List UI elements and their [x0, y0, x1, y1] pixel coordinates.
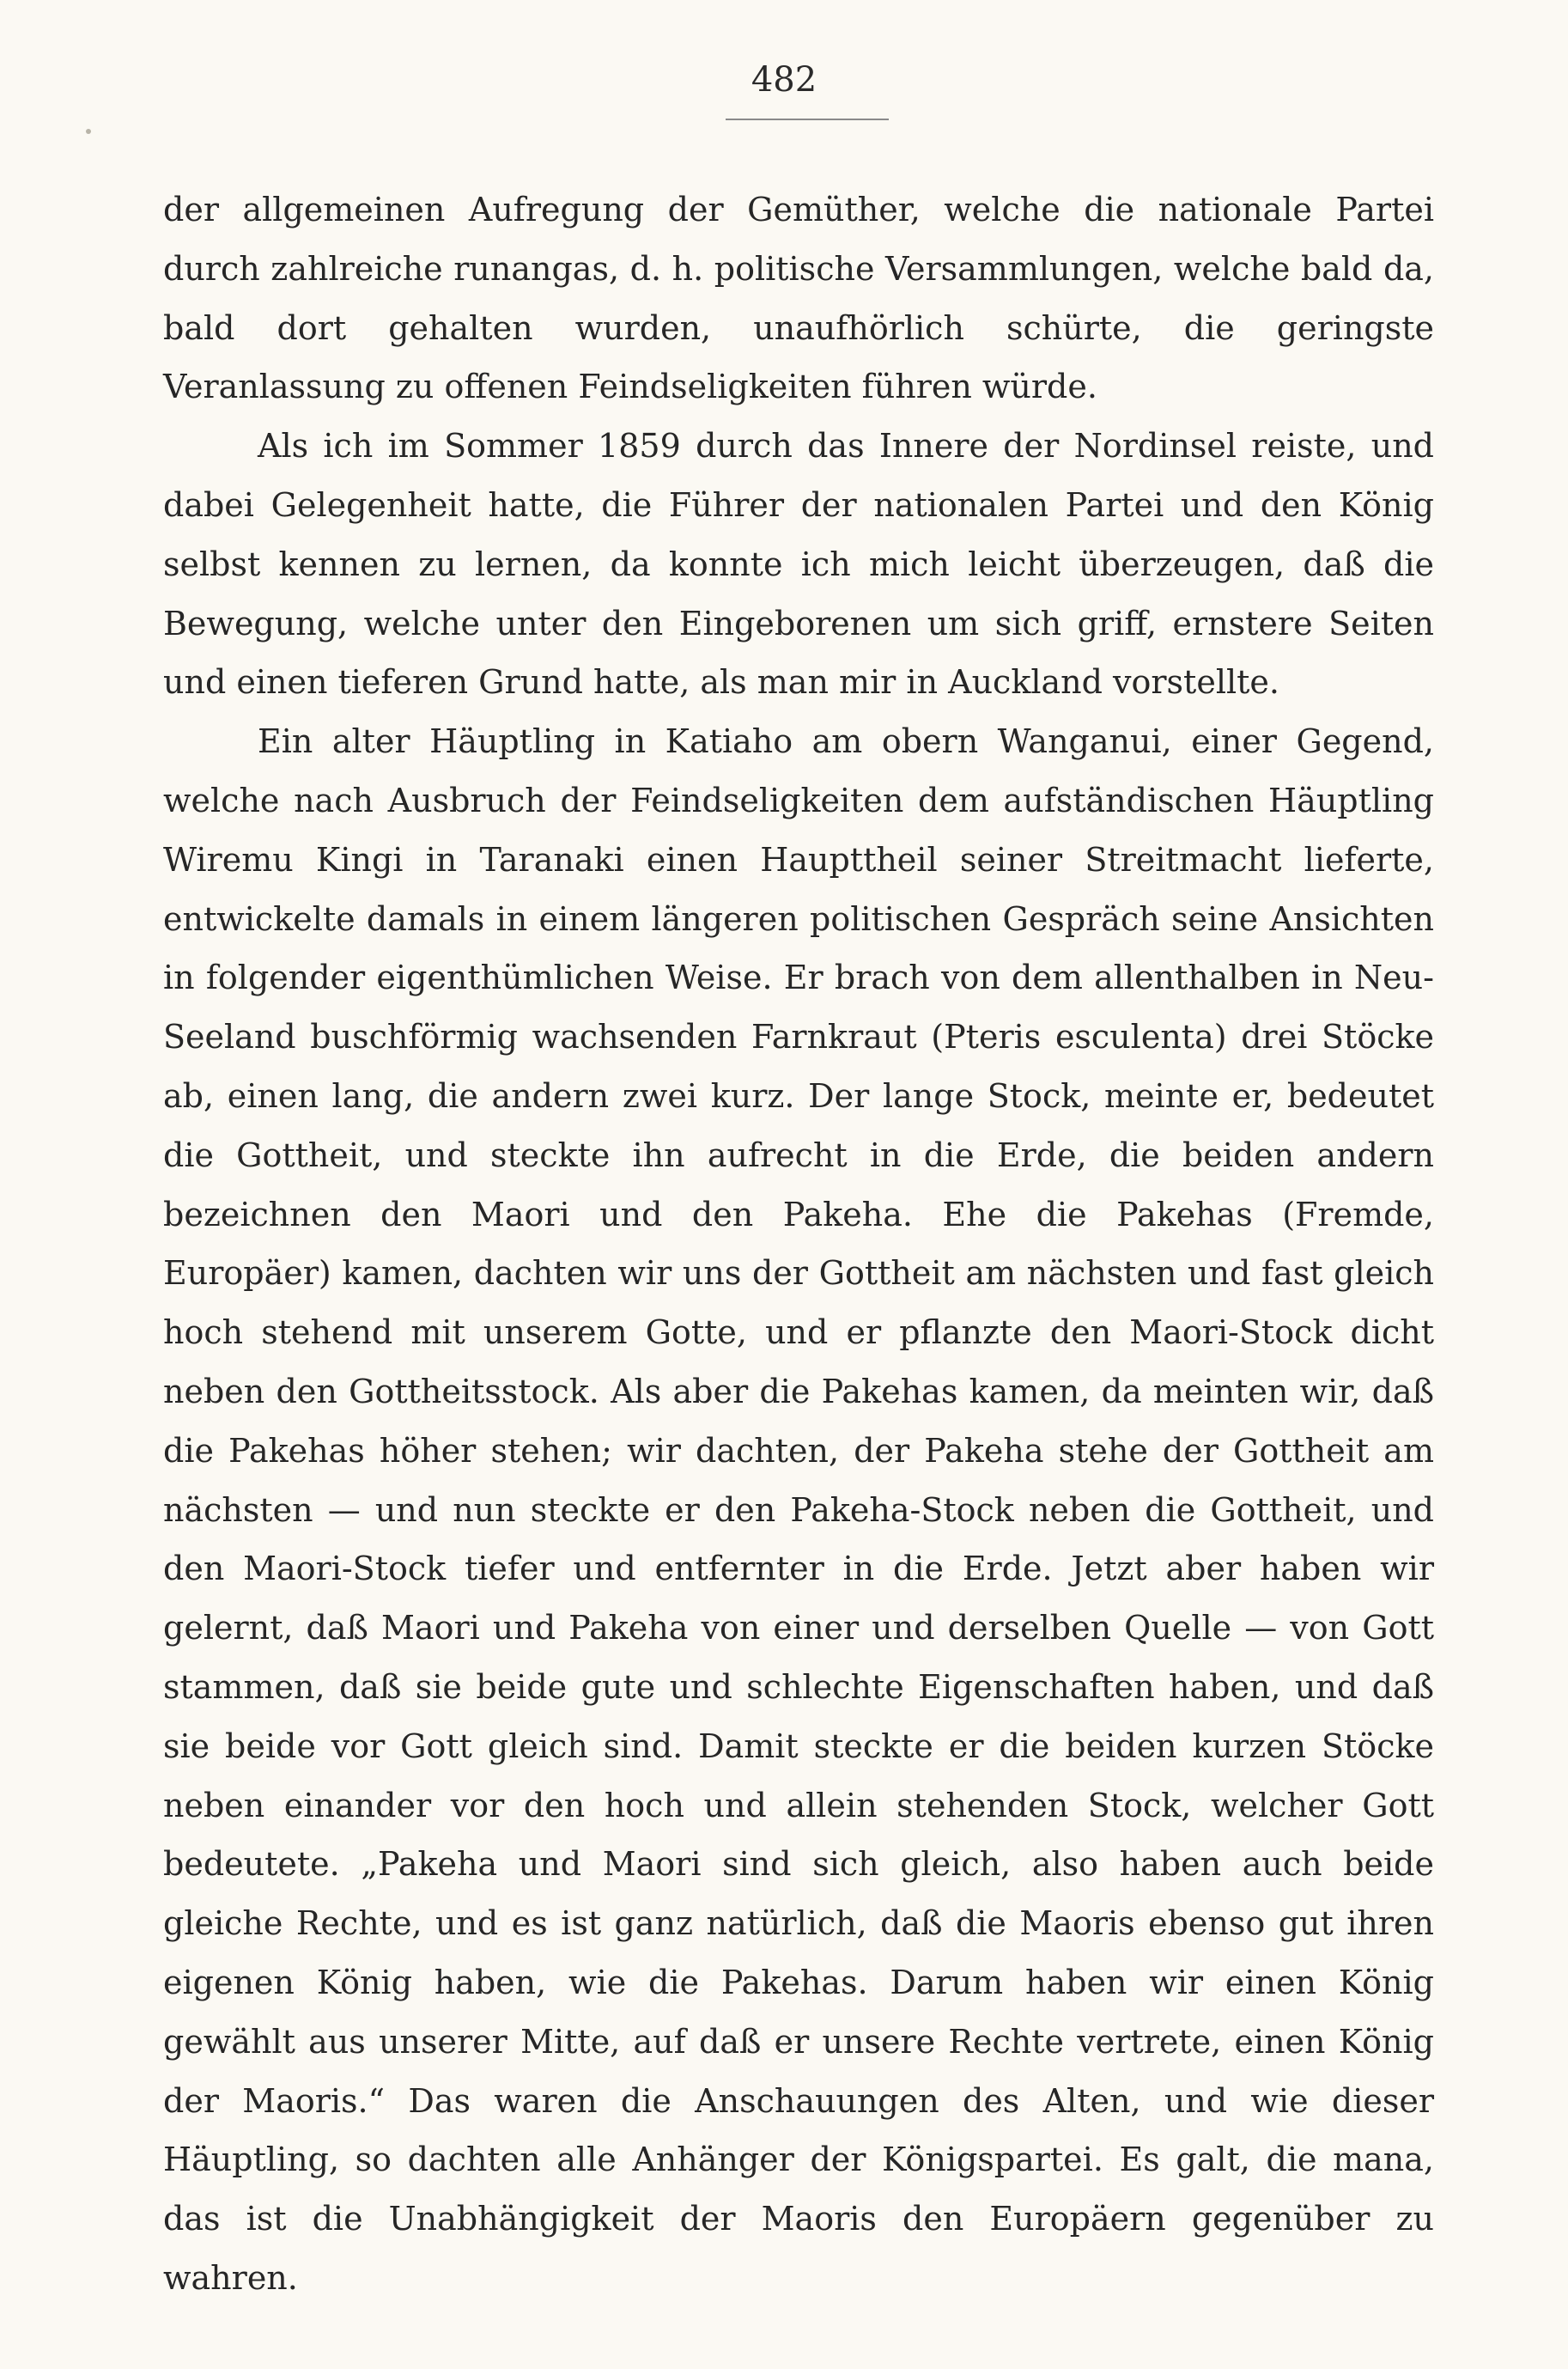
- paragraph-1: der allgemeinen Aufregung der Gemüther, welche die nationale Partei durch zahlreiche runangas, d. h. politische Versammlungen, welche bald da, bald dort gehalten wurden, unaufhörlich schürte, die geringste Veranlassung zu offenen Feindseligkeiten führen würde.: [163, 191, 1434, 406]
- page-number: 482: [751, 60, 817, 100]
- body-text: [163, 180, 1434, 2308]
- paper-speck: [86, 129, 91, 134]
- header-rule: [726, 119, 889, 120]
- paragraph-3: Ein alter Häuptling in Katiaho am obern Wanganui, einer Gegend, welche nach Ausbruch der Feindseligkeiten dem aufständischen Häuptling Wiremu Kingi in Taranaki einen Haupttheil seiner Streitmacht lieferte, entwickelte damals in einem längeren politischen Gespräch seine Ansichten in folgender eigenthümlichen Weise. Er brach von dem allenthalben in Neu-Seeland buschförmig wachsenden Farnkraut (Pteris esculenta) drei Stöcke ab, einen lang, die andern zwei kurz. Der lange Stock, meinte er, bedeutet die Gottheit, und steckte ihn aufrecht in die Erde, die beiden andern bezeichnen den Maori und den Pakeha. Ehe die Pakehas (Fremde, Europäer) kamen, dachten wir uns der Gottheit am nächsten und fast gleich hoch stehend mit unserem Gotte, und er pflanzte den Maori-Stock dicht neben den Gottheitsstock. Als aber die Pakehas kamen, da meinten wir, daß die Pakehas höher stehen; wir dachten, der Pakeha stehe der Gottheit am nächsten — und nun steckte er den Pakeha-Stock neben die Gottheit, und den Maori-Stock tiefer und entfernter in die Erde. Jetzt aber haben wir gelernt, daß Maori und Pakeha von einer und derselben Quelle — von Gott stammen, daß sie beide gute und schlechte Eigenschaften haben, und daß sie beide vor Gott gleich sind. Damit steckte er die beiden kurzen Stöcke neben einander vor den hoch und allein stehenden Stock, welcher Gott bedeutete. „Pakeha und Maori sind sich gleich, also haben auch beide gleiche Rechte, und es ist ganz natürlich, daß die Maoris ebenso gut ihren eigenen König haben, wie die Pakehas. Darum haben wir einen König gewählt aus unserer Mitte, auf daß er unsere Rechte vertrete, einen König der Maoris.“ Das waren die Anschauungen des Alten, und wie dieser Häuptling, so dachten alle Anhänger der Königspartei. Es galt, die mana, das ist die Unabhängigkeit der Maoris den Europäern gegenüber zu wahren.: [163, 722, 1434, 2297]
- paragraph-2: Als ich im Sommer 1859 durch das Innere der Nordinsel reiste, und dabei Gelegenheit hatte, die Führer der nationalen Partei und den König selbst kennen zu lernen, da konnte ich mich leicht überzeugen, daß die Bewegung, welche unter den Eingeborenen um sich griff, ernstere Seiten und einen tieferen Grund hatte, als man mir in Auckland vorstellte.: [163, 427, 1434, 702]
